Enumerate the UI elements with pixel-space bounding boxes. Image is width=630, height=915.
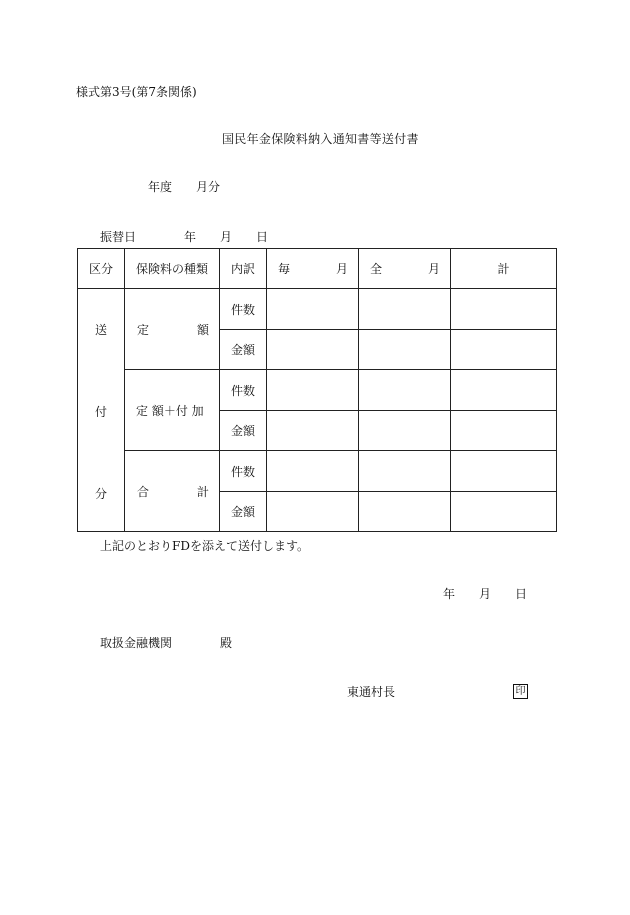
breakdown-count: 件数 bbox=[220, 370, 267, 411]
cell-total[interactable] bbox=[451, 451, 557, 492]
payment-table bbox=[77, 248, 557, 532]
header-breakdown: 内訳 bbox=[220, 249, 267, 289]
cell-each-month[interactable] bbox=[267, 411, 359, 451]
table-row bbox=[78, 451, 557, 492]
form-number: 様式第3号(第7条関係) bbox=[76, 85, 197, 99]
cell-all-month[interactable] bbox=[359, 330, 451, 370]
date-day: 日 bbox=[515, 587, 528, 601]
kubun-cell bbox=[78, 289, 125, 532]
table-header-row bbox=[78, 249, 557, 289]
cell-total[interactable] bbox=[451, 411, 557, 451]
cell-total[interactable] bbox=[451, 492, 557, 532]
table-row bbox=[78, 370, 557, 411]
period-year-label: 年度 bbox=[148, 180, 173, 194]
period-month-label: 月分 bbox=[196, 180, 221, 194]
table-row bbox=[78, 289, 557, 330]
cell-each-month[interactable] bbox=[267, 289, 359, 330]
cell-total[interactable] bbox=[451, 330, 557, 370]
addressee-label: 取扱金融機関 bbox=[100, 636, 173, 650]
transfer-date-day: 日 bbox=[256, 230, 269, 244]
header-each-month: 毎 月 bbox=[267, 249, 359, 289]
sender-label: 東通村長 bbox=[347, 685, 396, 699]
header-all-month: 全 月 bbox=[359, 249, 451, 289]
breakdown-amount: 金額 bbox=[220, 330, 267, 370]
cell-total[interactable] bbox=[451, 370, 557, 411]
cell-total[interactable] bbox=[451, 289, 557, 330]
cell-all-month[interactable] bbox=[359, 370, 451, 411]
kubun-char: 付 bbox=[94, 405, 107, 419]
kubun-char: 分 bbox=[94, 487, 107, 501]
note-text: 上記のとおりFDを添えて送付します。 bbox=[100, 539, 309, 553]
cell-all-month[interactable] bbox=[359, 411, 451, 451]
transfer-date-label: 振替日 bbox=[100, 230, 137, 244]
breakdown-amount: 金額 bbox=[220, 492, 267, 532]
breakdown-count: 件数 bbox=[220, 289, 267, 330]
cell-each-month[interactable] bbox=[267, 492, 359, 532]
header-premium-type: 保険料の種類 bbox=[125, 249, 220, 289]
cell-each-month[interactable] bbox=[267, 451, 359, 492]
header-total: 計 bbox=[451, 249, 557, 289]
cell-each-month[interactable] bbox=[267, 370, 359, 411]
premium-type-fixed-plus-additional: 定 額＋付 加 bbox=[125, 370, 220, 451]
seal-box: 印 bbox=[513, 684, 528, 699]
premium-type-total: 合 計 bbox=[125, 451, 220, 532]
kubun-char: 送 bbox=[94, 323, 107, 337]
transfer-date-month: 月 bbox=[220, 230, 233, 244]
breakdown-count: 件数 bbox=[220, 451, 267, 492]
breakdown-amount: 金額 bbox=[220, 411, 267, 451]
cell-each-month[interactable] bbox=[267, 330, 359, 370]
header-kubun: 区分 bbox=[78, 249, 125, 289]
date-month: 月 bbox=[479, 587, 492, 601]
date-year: 年 bbox=[443, 587, 456, 601]
transfer-date-year: 年 bbox=[184, 230, 197, 244]
addressee-honorific: 殿 bbox=[220, 636, 233, 650]
cell-all-month[interactable] bbox=[359, 289, 451, 330]
premium-type-fixed: 定 額 bbox=[125, 289, 220, 370]
cell-all-month[interactable] bbox=[359, 451, 451, 492]
cell-all-month[interactable] bbox=[359, 492, 451, 532]
document-title: 国民年金保険料納入通知書等送付書 bbox=[222, 132, 419, 146]
